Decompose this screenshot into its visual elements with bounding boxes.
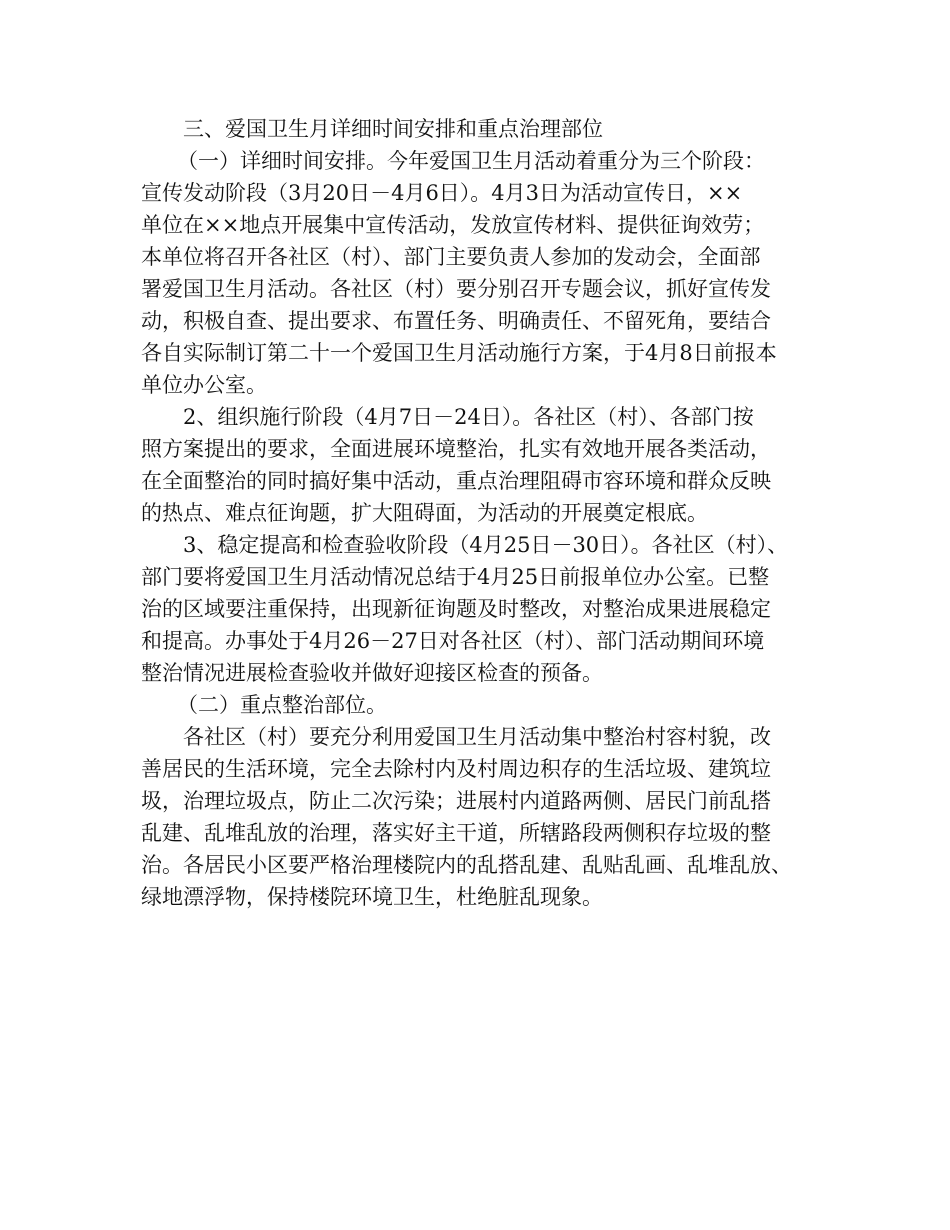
focus-line: 各社区（村）要充分利用爱国卫生月活动集中整治村容村貌，改 [183, 725, 771, 749]
focus-line: 绿地漂浮物，保持楼院环境卫生，杜绝脏乱现象。 [141, 885, 603, 909]
stage3-line: 3、稳定提高和检查验收阶段（4月25日－30日）。各社区（村）、 [183, 533, 789, 557]
schedule-line: 本单位将召开各社区（村）、部门主要负责人参加的发动会，全面部 [141, 245, 761, 269]
schedule-line: 宣传发动阶段（3月20日－4月6日）。4月3日为活动宣传日，×× [141, 181, 743, 205]
schedule-line: 单位在××地点开展集中宣传活动，发放宣传材料、提供征询效劳； [141, 213, 765, 237]
stage2-line: 2、组织施行阶段（4月7日－24日）。各社区（村）、各部门按 [183, 405, 754, 429]
focus-line: 治。各居民小区要严格治理楼院内的乱搭乱建、乱贴乱画、乱堆乱放、 [141, 853, 792, 877]
schedule-line: 动，积极自查、提出要求、布置任务、明确责任、不留死角，要结合 [141, 309, 771, 333]
stage3-line: 整治情况进展检查验收并做好迎接区检查的预备。 [141, 661, 603, 685]
document-body [141, 113, 817, 913]
stage2-paragraph [141, 401, 817, 529]
focus-line: 善居民的生活环境，完全去除村内及村周边积存的生活垃圾、建筑垃 [141, 757, 771, 781]
schedule-line: 单位办公室。 [141, 373, 267, 397]
stage3-paragraph [141, 529, 817, 689]
focus-paragraph [141, 721, 817, 913]
focus-line: 乱建、乱堆乱放的治理，落实好主干道，所辖路段两侧积存垃圾的整 [141, 821, 771, 845]
stage2-line: 照方案提出的要求，全面进展环境整治，扎实有效地开展各类活动， [141, 437, 771, 461]
schedule-line: 各自实际制订第二十一个爱国卫生月活动施行方案，于4月8日前报本 [141, 341, 777, 365]
focus-heading: （二）重点整治部位。 [177, 693, 387, 717]
focus-line: 圾，治理垃圾点，防止二次污染；进展村内道路两侧、居民门前乱搭 [141, 789, 771, 813]
stage3-line: 部门要将爱国卫生月活动情况总结于4月25日前报单位办公室。已整 [141, 565, 770, 589]
section-heading: 三、爱国卫生月详细时间安排和重点治理部位 [183, 117, 603, 141]
stage3-line: 治的区域要注重保持，出现新征询题及时整改，对整治成果进展稳定 [141, 597, 771, 621]
schedule-line: （一）详细时间安排。今年爱国卫生月活动着重分为三个阶段： [177, 149, 765, 173]
schedule-paragraph [141, 145, 817, 401]
stage2-line: 的热点、难点征询题，扩大阻碍面，为活动的开展奠定根底。 [141, 501, 708, 525]
stage3-line: 和提高。办事处于4月26－27日对各社区（村）、部门活动期间环境 [141, 629, 765, 653]
schedule-line: 署爱国卫生月活动。各社区（村）要分别召开专题会议，抓好宣传发 [141, 277, 771, 301]
stage2-line: 在全面整治的同时搞好集中活动，重点治理阻碍市容环境和群众反映 [141, 469, 771, 493]
